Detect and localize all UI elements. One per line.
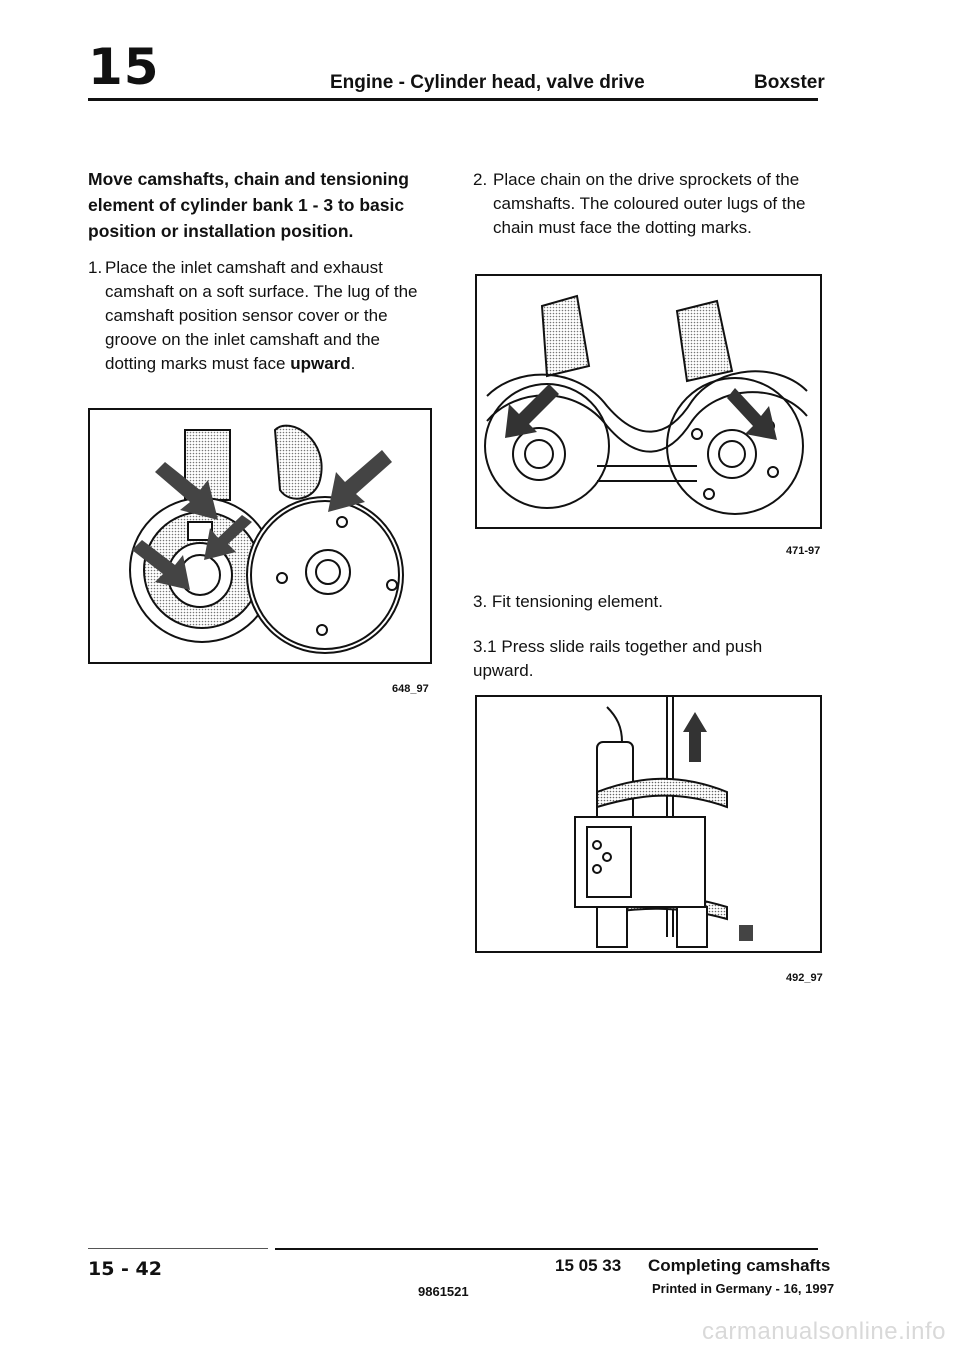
- header-model: Boxster: [754, 72, 825, 93]
- header-title: Engine - Cylinder head, valve drive: [330, 72, 645, 93]
- printed-info: Printed in Germany - 16, 1997: [652, 1281, 835, 1296]
- page-number: 15 - 42: [88, 1258, 162, 1280]
- step-1-text: [105, 256, 430, 376]
- step-1: [88, 256, 433, 386]
- header-rule: [88, 98, 818, 101]
- watermark: carmanualsonline.info: [702, 1318, 946, 1345]
- footer-rule-right: [275, 1248, 818, 1250]
- figure-camshafts-dotting-marks: [88, 408, 432, 664]
- footer-rule-left: [88, 1248, 268, 1249]
- figure-code-3: 492_97: [786, 972, 823, 984]
- step-1-end: .: [350, 354, 356, 373]
- figure-code-2: 471-97: [786, 545, 821, 557]
- step-1-emphasis: upward: [290, 354, 351, 373]
- figure-code-1: 648_97: [392, 683, 429, 695]
- step-2-number: 2.: [473, 170, 488, 189]
- tensioner-illustration: [477, 697, 820, 951]
- step-3: 3. Fit tensioning element.: [473, 592, 663, 611]
- chain-illustration: [477, 276, 820, 527]
- chapter-number: 15: [88, 38, 160, 96]
- step-2: [473, 168, 818, 248]
- figure-tensioning-element: [475, 695, 822, 953]
- step-1-body: Place the inlet camshaft and exhaust camshaft on a soft surface. The lug of the camshaft position sensor cover or the groove on the inlet camshaft and the dotting marks must face: [105, 258, 418, 373]
- step-1-number: 1.: [88, 258, 103, 277]
- step-2-text: Place chain on the drive sprockets of the camshafts. The coloured outer lugs of the chain must face the dotting marks.: [493, 170, 806, 237]
- camshaft-illustration: [90, 410, 430, 662]
- part-number: 9861521: [418, 1284, 469, 1299]
- step-3-1: 3.1 Press slide rails together and push upward.: [473, 637, 763, 680]
- section-heading: Move camshafts, chain and tensioning element of cylinder bank 1 - 3 to basic position or installation position.: [88, 169, 409, 241]
- section-number: 15 05 33: [555, 1256, 622, 1275]
- figure-chain-on-sprockets: [475, 274, 822, 529]
- section-title: Completing camshafts: [648, 1256, 831, 1275]
